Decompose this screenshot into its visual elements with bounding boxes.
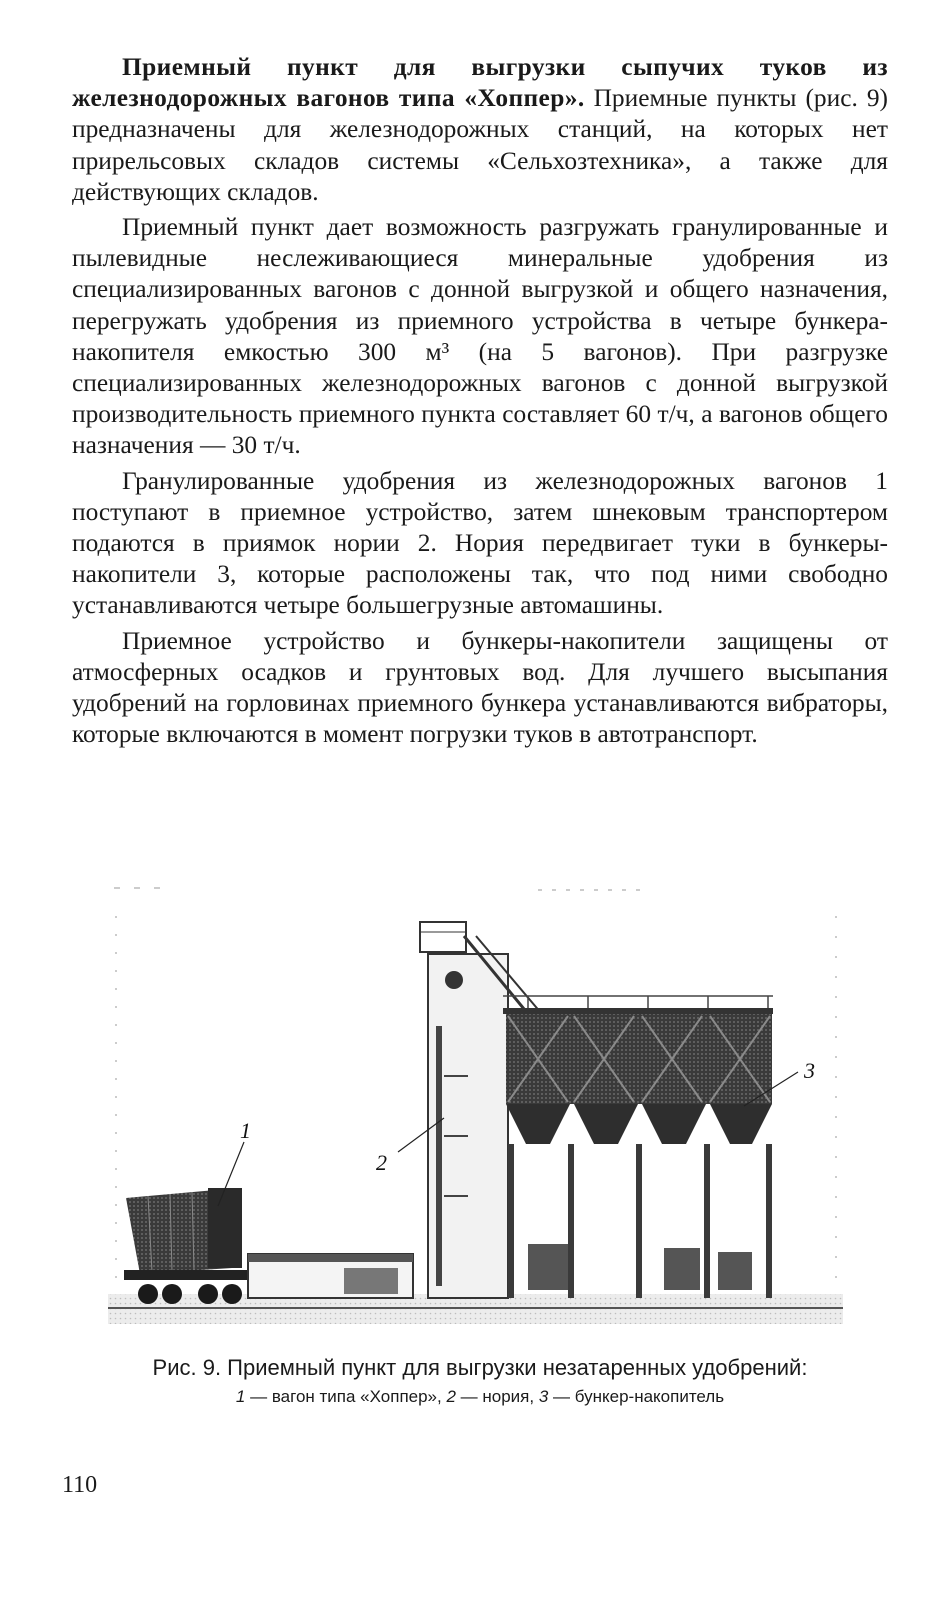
legend-num-3: 3 <box>538 1387 549 1406</box>
paragraph-1-text: Приемные пункты (рис. 9) предназначены для железнодорожных станций, на которых нет прирельсовых складов системы «Сельхозтехника», а также для действующих складов. <box>72 84 888 206</box>
paragraph-4-text: Приемное устройство и бункеры-накопители защищены от атмосферных осадков и грунтовых вод. Для лучшего высыпания удобрений на горловинах приемного бункера устанавливаются вибраторы, которые включаются в момент погрузки туков в автотранспорт. <box>72 626 888 749</box>
figure-caption <box>60 1354 900 1408</box>
callout-3: 3 <box>804 1058 815 1083</box>
emblem-icon <box>445 971 463 989</box>
caption-legend <box>60 1386 900 1408</box>
paragraph-1 <box>72 52 888 208</box>
paragraph-3 <box>72 466 888 622</box>
page-number: 110 <box>62 1472 98 1498</box>
callout-1: 1 <box>240 1118 251 1143</box>
legend-text-2: — нория, <box>455 1387 539 1406</box>
station-illustration <box>108 876 843 1324</box>
caption-title: Рис. 9. Приемный пункт для выгрузки незатаренных удобрений: <box>152 1355 808 1380</box>
paragraph-3-text: Гранулированные удобрения из железнодорожных вагонов 1 поступают в приемное устройство, затем шнековым транспортером подаются в приямок нории 2. Нория передвигает туки в бункеры-накопители 3, которые расположены так, что под ними свободно устанавливаются четыре большегрузные автомашины. <box>72 466 888 620</box>
legend-num-1: 1 <box>235 1387 246 1406</box>
receiving-shed <box>248 1254 413 1298</box>
paragraph-1-heading: Приемный пункт для выгрузки сыпучих туков из железнодорожных вагонов типа «Хоппер». <box>72 53 888 113</box>
legend-text-1: — вагон типа «Хоппер», <box>245 1387 447 1406</box>
figure-9-photo <box>108 876 843 1324</box>
paragraph-2 <box>72 212 888 462</box>
paragraph-2-text: Приемный пункт дает возможность разгружать гранулированные и пылевидные неслеживающиеся минеральные удобрения из специализированных вагонов с донной выгрузкой и общего назначения, перегружать удобрения из приемного устройства в четыре бункера-накопителя емкостью 300 м³ (на 5 вагонов). При разгрузке специализированных железнодорожных вагонов с донной выгрузкой производительность приемного пункта составляет 60 т/ч, а вагонов общего назначения — 30 т/ч. <box>72 213 888 460</box>
callout-2: 2 <box>376 1150 387 1175</box>
body-text <box>72 52 888 750</box>
paragraph-4 <box>72 626 888 751</box>
legend-num-2: 2 <box>446 1387 456 1406</box>
legend-text-3: — бункер-накопитель <box>548 1387 725 1406</box>
